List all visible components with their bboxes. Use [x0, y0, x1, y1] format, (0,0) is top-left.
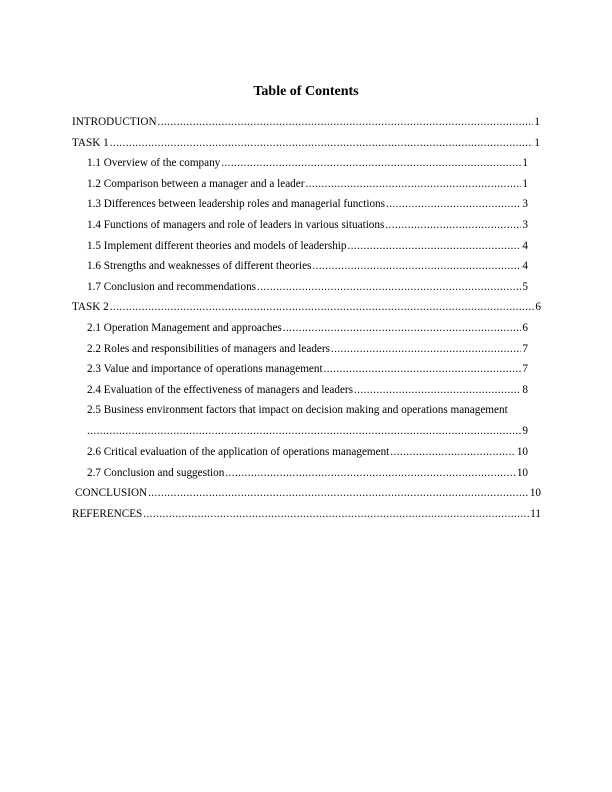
toc-entry-task2[interactable]: [72, 300, 541, 314]
toc-entry-1-1[interactable]: [87, 156, 528, 170]
toc-entry-1-7[interactable]: [87, 280, 528, 294]
dot-leader: [110, 136, 534, 150]
dot-leader: [158, 115, 534, 129]
toc-entry-label: TASK 1: [72, 137, 109, 149]
toc-entry-label: 2.7 Conclusion and suggestion: [87, 467, 225, 479]
toc-entry-page: 10: [516, 446, 528, 458]
toc-entry-1-5[interactable]: [87, 239, 528, 253]
toc-entry-page: 7: [522, 363, 528, 375]
toc-entry-label: 2.6 Critical evaluation of the application of operations management: [87, 446, 390, 458]
dot-leader: [312, 259, 521, 273]
toc-entry-page: 1: [534, 116, 540, 128]
dot-leader: [143, 507, 529, 521]
toc-entry-label: 2.3 Value and importance of operations management: [87, 363, 323, 375]
toc-entry-page: 3: [522, 198, 528, 210]
toc-entry-conclusion[interactable]: [75, 486, 541, 500]
toc-entry-page: 8: [522, 384, 528, 396]
toc-title: Table of Contents: [253, 84, 359, 99]
dot-leader: [148, 486, 529, 500]
toc-entry-1-3[interactable]: [87, 197, 528, 211]
toc-entry-page: 1: [534, 137, 540, 149]
toc-entry-label: REFERENCES: [72, 508, 143, 520]
toc-entry-page: 4: [522, 260, 528, 272]
toc-entry-page: 1: [522, 157, 528, 169]
toc-entry-page: 1: [522, 178, 528, 190]
toc-entry-introduction[interactable]: [72, 115, 540, 129]
toc-entry-label: TASK 2: [72, 301, 109, 313]
dot-leader: [283, 321, 522, 335]
toc-entry-2-3[interactable]: [87, 362, 528, 376]
toc-entry-label: INTRODUCTION: [72, 116, 157, 128]
toc-entry-page: 3: [522, 219, 528, 231]
toc-entry-label: 1.6 Strengths and weaknesses of different theories: [87, 260, 312, 272]
toc-entry-page: 4: [522, 240, 528, 252]
toc-entry-task1[interactable]: [72, 136, 540, 150]
toc-entry-2-6[interactable]: [87, 445, 528, 459]
toc-entry-label: 1.3 Differences between leadership roles and managerial functions: [87, 198, 386, 210]
toc-entry-2-1[interactable]: [87, 321, 528, 335]
toc-entry-2-5[interactable]: [87, 424, 528, 438]
dot-leader: [305, 177, 521, 191]
toc-entry-label: 1.1 Overview of the company: [87, 157, 221, 169]
toc-entry-1-4[interactable]: [87, 218, 528, 232]
toc-entry-page: 6: [535, 301, 541, 313]
toc-entry-page: 7: [522, 343, 528, 355]
toc-entry-label: 1.2 Comparison between a manager and a leader: [87, 178, 305, 190]
toc-entry-page: 6: [522, 322, 528, 334]
dot-leader: [257, 280, 521, 294]
toc-entry-label: 1.5 Implement different theories and models of leadership: [87, 240, 347, 252]
dot-leader: [225, 466, 515, 480]
toc-entry-page: 10: [516, 467, 528, 479]
toc-entry-page: 9: [522, 425, 528, 437]
dot-leader: [110, 300, 535, 314]
toc-entry-2-2[interactable]: [87, 342, 528, 356]
dot-leader: [221, 156, 521, 170]
dot-leader: [390, 445, 516, 459]
dot-leader: [324, 362, 522, 376]
toc-entry-label: 2.4 Evaluation of the effectiveness of managers and leaders: [87, 384, 354, 396]
dot-leader: [331, 342, 521, 356]
dot-leader: [385, 218, 521, 232]
toc-entry-label: 2.2 Roles and responsibilities of managers and leaders: [87, 343, 330, 355]
dot-leader: [354, 383, 521, 397]
toc-entry-references[interactable]: [72, 507, 541, 521]
toc-entry-2-7[interactable]: [87, 466, 528, 480]
toc-entry-label: CONCLUSION: [75, 487, 148, 499]
toc-entry-2-5-label[interactable]: 2.5 Business environment factors that impact on decision making and operations management: [87, 404, 508, 416]
dot-leader: [386, 197, 521, 211]
dot-leader: [87, 424, 521, 438]
toc-entry-label: 1.4 Functions of managers and role of leaders in various situations: [87, 219, 385, 231]
toc-entry-page: 11: [530, 508, 541, 520]
toc-entry-label: 1.7 Conclusion and recommendations: [87, 281, 257, 293]
toc-entry-1-6[interactable]: [87, 259, 528, 273]
toc-entry-page: 10: [529, 487, 541, 499]
toc-entry-page: 5: [522, 281, 528, 293]
toc-entry-1-2[interactable]: [87, 177, 528, 191]
toc-entry-2-4[interactable]: [87, 383, 528, 397]
dot-leader: [348, 239, 522, 253]
toc-entry-label: 2.1 Operation Management and approaches: [87, 322, 282, 334]
